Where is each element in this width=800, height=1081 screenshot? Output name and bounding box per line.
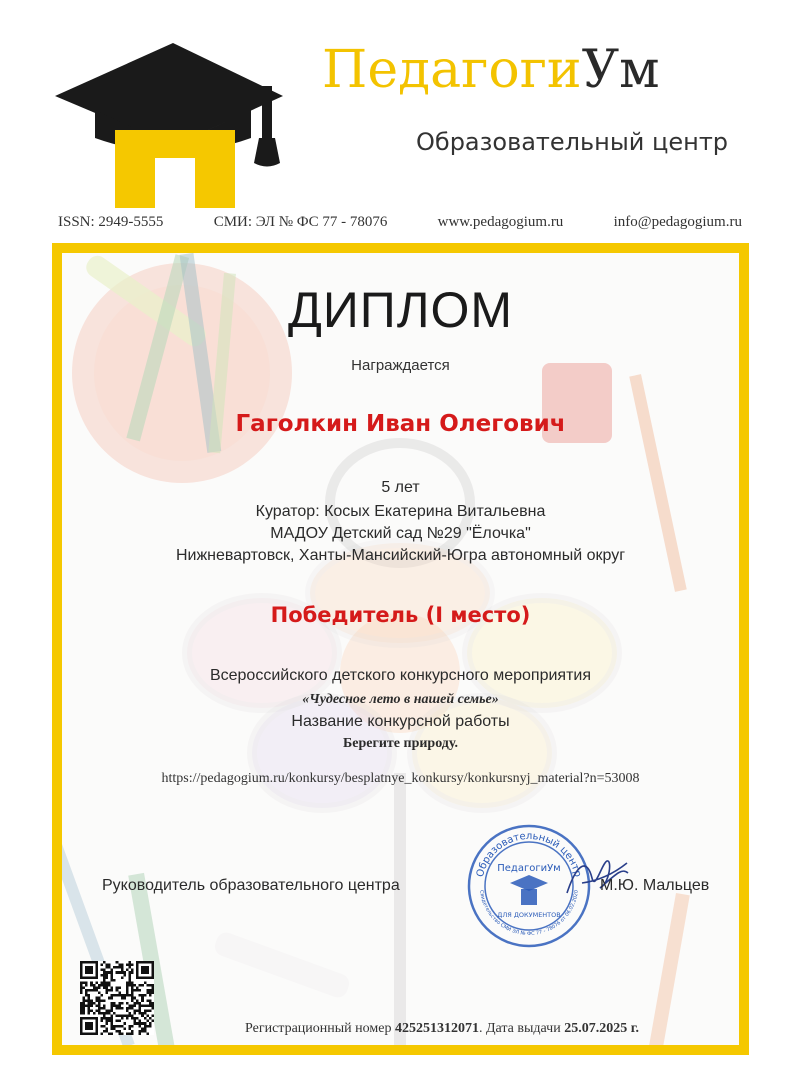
diploma-title: ДИПЛОМ: [287, 282, 514, 338]
website-link[interactable]: www.pedagogium.ru: [437, 214, 564, 230]
brand-name-part2: Ум: [581, 40, 660, 100]
awarded-label: Награждается: [351, 357, 450, 374]
brand-name: [322, 40, 660, 100]
reg-number: 425251312071: [394, 1021, 479, 1036]
curator-text: Куратор: Косых Екатерина Витальевна: [255, 503, 546, 520]
registration-line: [162, 1021, 722, 1037]
stamp-inner-text: Свидетельство СМИ ЭЛ № ФС 77 - 78076 от 06.02.2020: [478, 889, 580, 937]
diploma-frame: [52, 243, 749, 1055]
graduation-cap-icon: [55, 38, 285, 208]
head-name: М.Ю. Мальцев: [600, 877, 710, 894]
stamp-ring-text: Образовательный центр: [474, 830, 584, 879]
city-text: Нижневартовск, Ханты-Мансийский-Югра автономный округ: [175, 547, 626, 564]
reg-label: Регистрационный номер: [245, 1021, 395, 1036]
date-label: . Дата выдачи: [478, 1021, 565, 1036]
award-place: Победитель (I место): [270, 603, 531, 627]
recipient-age: 5 лет: [381, 479, 420, 496]
organization-text: МАДОУ Детский сад №29 "Ёлочка": [270, 525, 531, 542]
info-bar: [58, 214, 742, 231]
email-link[interactable]: info@pedagogium.ru: [613, 214, 742, 230]
contest-type: Всероссийского детского конкурсного мероприятия: [209, 667, 592, 684]
work-name: Берегите природу.: [343, 736, 458, 751]
brand-name-part1: Педагоги: [322, 40, 582, 100]
work-label: Название конкурсной работы: [291, 713, 510, 730]
contest-name: «Чудесное лето в нашей семье»: [302, 692, 499, 707]
recipient-name: Гаголкин Иван Олегович: [235, 411, 566, 437]
stamp-brand: ПедагогиУм: [497, 863, 561, 874]
head-label: Руководитель образовательного центра: [102, 877, 400, 894]
brand-subtitle: Образовательный центр: [416, 128, 729, 156]
issn-text: ISSN: 2949-5555: [58, 214, 164, 230]
smi-text: СМИ: ЭЛ № ФС 77 - 78076: [213, 214, 388, 230]
qr-code-icon[interactable]: [80, 961, 154, 1035]
material-url[interactable]: https://pedagogium.ru/konkursy/besplatnye_konkursy/konkursnyj_material?n=53008: [161, 771, 640, 786]
stamp-bottom-text: ДЛЯ ДОКУМЕНТОВ: [497, 911, 561, 919]
issue-date: 25.07.2025 г.: [564, 1021, 639, 1036]
